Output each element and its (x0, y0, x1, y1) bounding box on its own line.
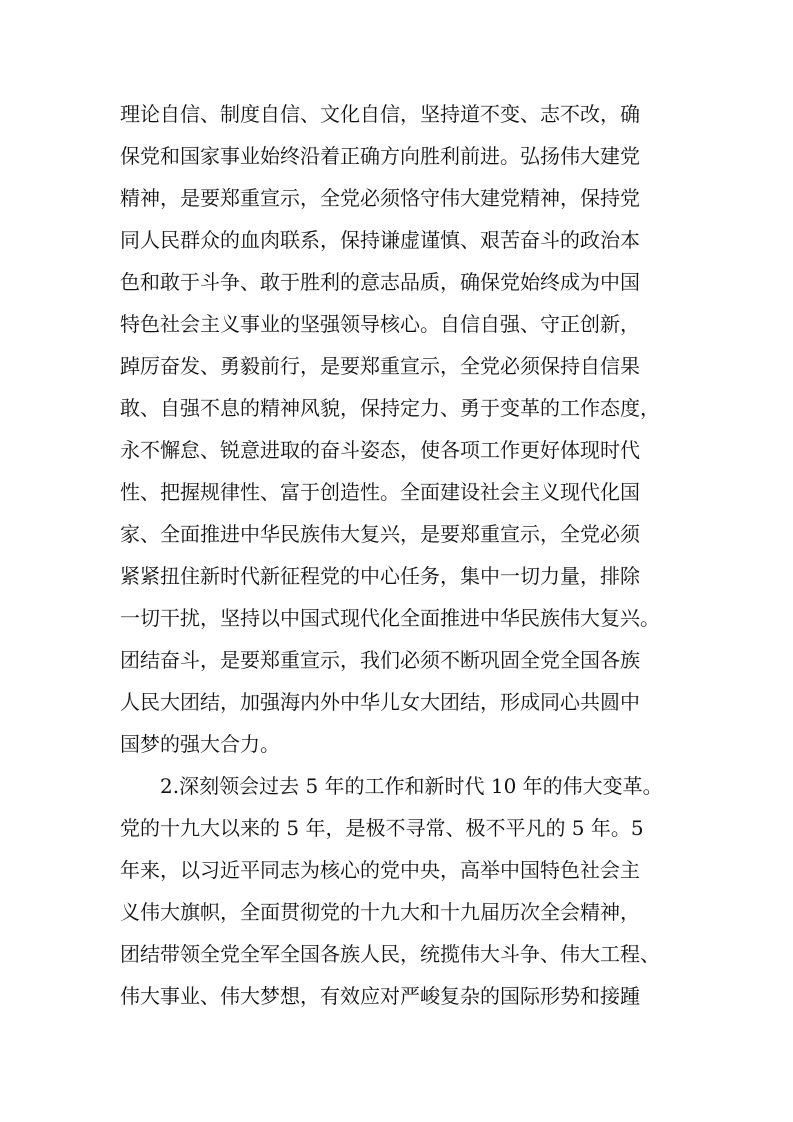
text-line: 色和敢于斗争、敢于胜利的意志品质，确保党始终成为中国 (120, 270, 640, 294)
text-line: 伟大事业、伟大梦想，有效应对严峻复杂的国际形势和接踵 (120, 984, 640, 1008)
text-line: 性、把握规律性、富于创造性。全面建设社会主义现代化国 (120, 480, 640, 504)
text-line: 义伟大旗帜，全面贯彻党的十九大和十九届历次全会精神， (120, 900, 640, 924)
section-heading-line: 2.深刻领会过去 5 年的工作和新时代 10 年的伟大变革。 (160, 774, 663, 798)
text-line: 国梦的强大合力。 (120, 732, 280, 756)
body-text (120, 93, 680, 1017)
text-line: 团结奋斗，是要郑重宣示，我们必须不断巩固全党全国各族 (120, 648, 640, 672)
text-line: 人民大团结，加强海内外中华儿女大团结，形成同心共圆中 (120, 690, 640, 714)
text-line: 党的十九大以来的 5 年，是极不寻常、极不平凡的 5 年。5 (120, 816, 644, 840)
text-line: 年来，以习近平同志为核心的党中央，高举中国特色社会主 (120, 858, 640, 882)
text-line: 永不懈怠、锐意进取的奋斗姿态，使各项工作更好体现时代 (120, 438, 640, 462)
text-line: 踔厉奋发、勇毅前行，是要郑重宣示，全党必须保持自信果 (120, 354, 640, 378)
text-line: 同人民群众的血肉联系，保持谦虚谨慎、艰苦奋斗的政治本 (120, 228, 640, 252)
text-line: 团结带领全党全军全国各族人民，统揽伟大斗争、伟大工程、 (120, 942, 660, 966)
text-line: 精神，是要郑重宣示，全党必须恪守伟大建党精神，保持党 (120, 186, 640, 210)
text-line: 保党和国家事业始终沿着正确方向胜利前进。弘扬伟大建党 (120, 144, 640, 168)
text-line: 特色社会主义事业的坚强领导核心。自信自强、守正创新， (120, 312, 640, 336)
text-line: 紧紧扭住新时代新征程党的中心任务，集中一切力量，排除 (120, 564, 640, 588)
text-line: 家、全面推进中华民族伟大复兴，是要郑重宣示，全党必须 (120, 522, 640, 546)
text-line: 敢、自强不息的精神风貌，保持定力、勇于变革的工作态度， (120, 396, 660, 420)
text-line: 一切干扰，坚持以中国式现代化全面推进中华民族伟大复兴。 (120, 606, 660, 630)
text-line: 理论自信、制度自信、文化自信，坚持道不变、志不改，确 (120, 102, 640, 126)
